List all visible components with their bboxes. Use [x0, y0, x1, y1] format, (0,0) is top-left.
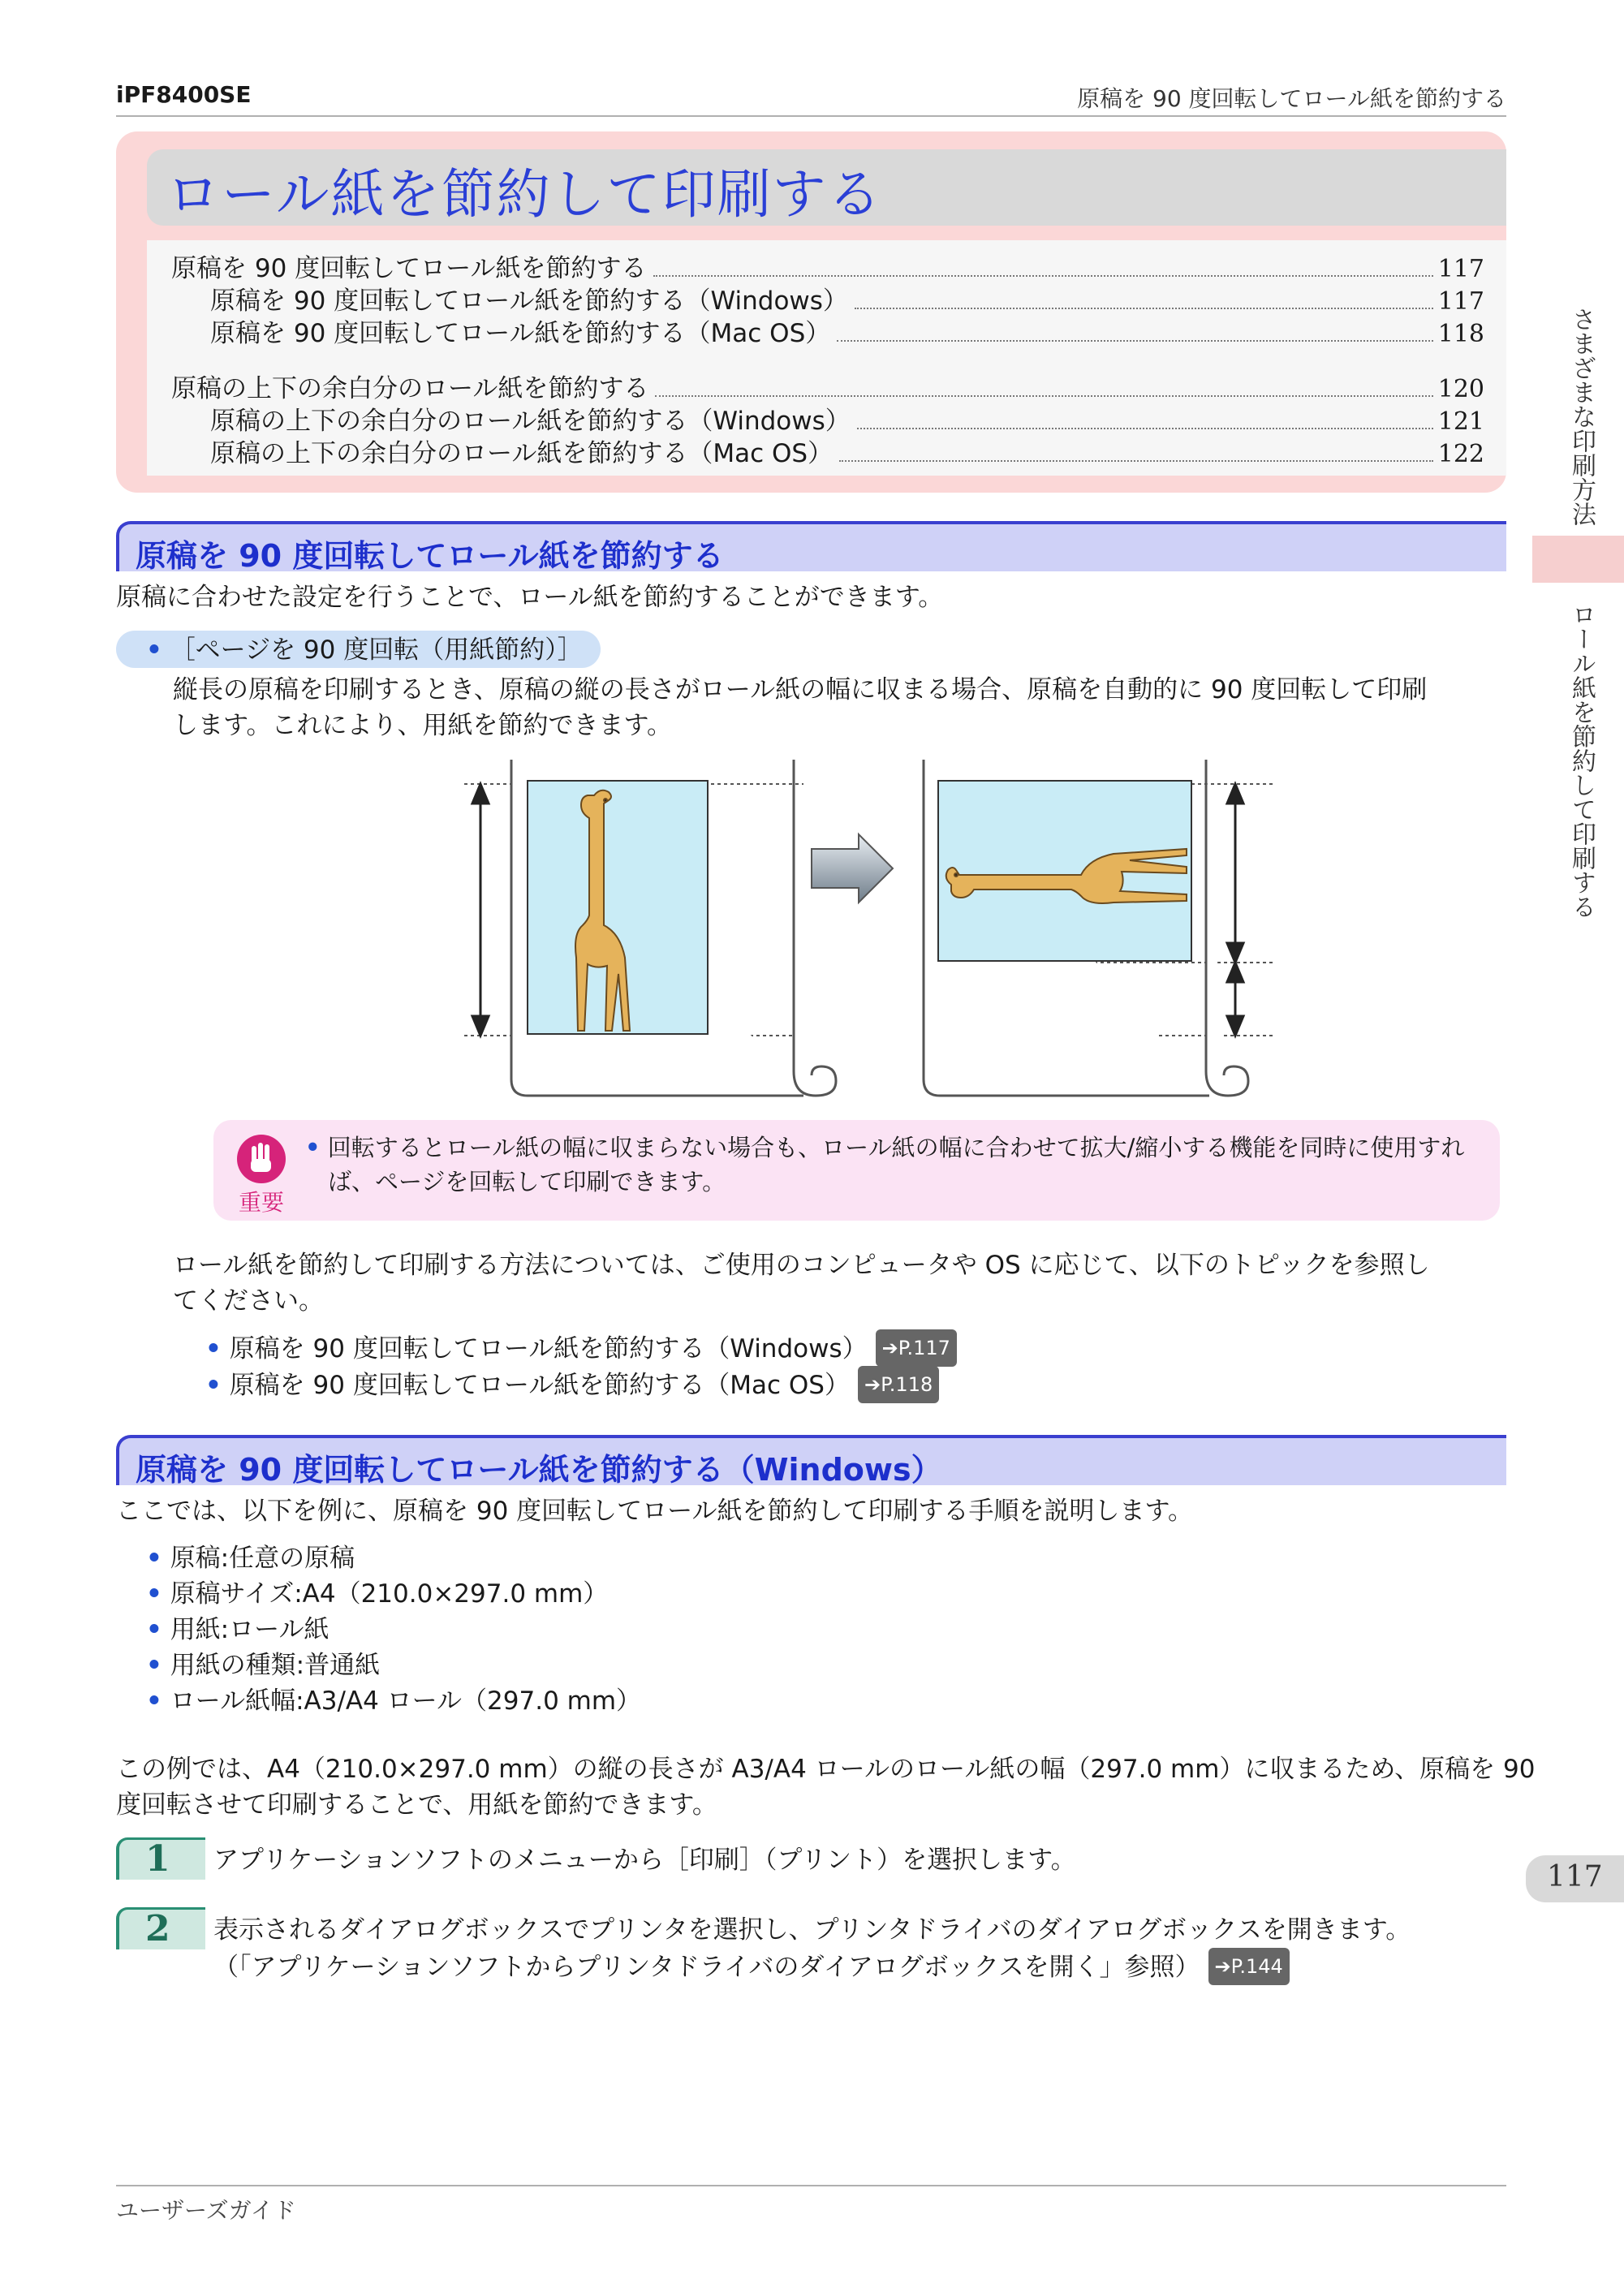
toc-entry[interactable]: [171, 248, 1484, 283]
step-2-text: 表示されるダイアログボックスでプリンタを選択し、プリンタドライバのダイアログボックスを開きます。: [213, 1915, 1411, 1945]
toc-entry-page: 120: [1437, 375, 1484, 403]
header-section-title: 原稿を 90 度回転してロール紙を節約する: [1077, 85, 1506, 112]
page-number-badge: [1526, 1855, 1624, 1902]
bullet-dot: •: [146, 635, 162, 665]
toc-entry-text: 原稿の上下の余白分のロール紙を節約する（Mac OS）: [210, 439, 834, 468]
toc-entry-page: 117: [1437, 255, 1484, 283]
topic-link-macos[interactable]: [205, 1366, 939, 1403]
page-number: 117: [1547, 1860, 1603, 1893]
toc-entry-page: 118: [1437, 320, 1484, 348]
option-label: ［ページを 90 度回転（用紙節約）］: [170, 635, 583, 665]
toc-entry-text: 原稿を 90 度回転してロール紙を節約する（Mac OS）: [210, 319, 831, 348]
header-divider: [116, 115, 1506, 117]
toc-entry[interactable]: [171, 433, 1484, 468]
section-heading-windows: [116, 1435, 1506, 1488]
rotation-illustration: [454, 755, 1282, 1112]
condition-list: [146, 1540, 641, 1719]
reference-line1: ロール紙を節約して印刷する方法については、ご使用のコンピュータや OS に応じて、以下のトピックを参照し: [173, 1251, 1430, 1280]
toc-entry[interactable]: [171, 312, 1484, 348]
step-2-reference: （「アプリケーションソフトからプリンタドライバのダイアログボックスを開く」参照） ➔P.144: [213, 1948, 1290, 1985]
page-ref-link[interactable]: ➔P.118: [858, 1366, 939, 1403]
important-label: 重要: [239, 1189, 285, 1216]
bullet-dot: •: [205, 1334, 222, 1363]
side-tab-marker: [1532, 536, 1624, 583]
reference-line2: てください。: [173, 1286, 324, 1316]
list-item: • 用紙の種類:普通紙: [146, 1651, 381, 1680]
toc-entry[interactable]: [171, 400, 1484, 436]
toc-entry-text: 原稿の上下の余白分のロール紙を節約する（Windows）: [210, 407, 851, 436]
section-heading-rotate: [116, 521, 1506, 574]
side-tab-methods[interactable]: さまざまな印刷方法: [1567, 307, 1596, 526]
toc-list: [171, 248, 1484, 468]
step-number-2: 2: [116, 1907, 205, 1949]
section-heading-text: 原稿を 90 度回転してロール紙を節約する: [136, 538, 724, 574]
toc-entry[interactable]: [171, 280, 1484, 316]
width-arrows-right: [1227, 784, 1243, 1036]
page-ref-link[interactable]: ➔P.144: [1208, 1948, 1290, 1985]
important-line2: ば、ページを回転して印刷できます。: [328, 1168, 726, 1195]
list-item: • 原稿:任意の原稿: [146, 1544, 355, 1573]
example-line1: この例では、A4（210.0×297.0 mm）の縦の長さが A3/A4 ロールのロール紙の幅（297.0 mm）に収まるため、原稿を 90: [116, 1755, 1536, 1784]
important-line1: [305, 1130, 1464, 1165]
list-item: • ロール紙幅:A3/A4 ロール（297.0 mm）: [146, 1686, 642, 1716]
important-text: 回転するとロール紙の幅に収まらない場合も、ロール紙の幅に合わせて拡大/縮小する機能を同時に使用すれ: [327, 1134, 1465, 1161]
toc-entry-text: 原稿の上下の余白分のロール紙を節約する: [171, 374, 649, 403]
document-portrait: [528, 781, 708, 1034]
section-intro: 原稿に合わせた設定を行うことで、ロール紙を節約することができます。: [116, 583, 944, 612]
option-desc-line1: 縦長の原稿を印刷するとき、原稿の縦の長さがロール紙の幅に収まる場合、原稿を自動的に 90 度回転して印刷: [173, 675, 1428, 704]
option-desc-line2: します。これにより、用紙を節約できます。: [173, 711, 673, 740]
bullet-dot: •: [305, 1134, 321, 1161]
toc-entry-page: 117: [1437, 287, 1484, 316]
list-item: • 原稿サイズ:A4（210.0×297.0 mm）: [146, 1579, 609, 1609]
side-tab-current[interactable]: ロール紙を節約して印刷する: [1567, 602, 1596, 919]
bullet-dot: •: [205, 1371, 222, 1400]
example-line2: 度回転させて印刷することで、用紙を節約できます。: [116, 1790, 717, 1820]
option-bullet: [146, 632, 583, 668]
topic-link-windows[interactable]: [205, 1329, 957, 1367]
step-1-text: アプリケーションソフトのメニューから［印刷］（プリント）を選択します。: [213, 1846, 1076, 1875]
section2-intro: ここでは、以下を例に、原稿を 90 度回転してロール紙を節約して印刷する手順を説明します。: [116, 1497, 1194, 1526]
topic-link-text[interactable]: 原稿を 90 度回転してロール紙を節約する（Mac OS）: [229, 1371, 850, 1400]
height-arrow-left: [472, 784, 489, 1036]
toc-entry[interactable]: [171, 368, 1484, 403]
toc-entry-page: 122: [1437, 440, 1484, 468]
header-model: iPF8400SE: [116, 81, 252, 108]
toc-entry-text: 原稿を 90 度回転してロール紙を節約する: [171, 254, 647, 283]
toc-entry-text: 原稿を 90 度回転してロール紙を節約する（Windows）: [210, 286, 848, 316]
chapter-title: ロール紙を節約して印刷する: [166, 163, 883, 226]
footer-divider: [116, 2185, 1506, 2186]
footer-text: ユーザーズガイド: [116, 2197, 296, 2224]
step-number-1: 1: [116, 1837, 205, 1880]
stop-hand-icon: [237, 1135, 286, 1183]
topic-link-text[interactable]: 原稿を 90 度回転してロール紙を節約する（Windows）: [229, 1334, 868, 1363]
list-item: • 用紙:ロール紙: [146, 1615, 330, 1644]
toc-entry-page: 121: [1437, 407, 1484, 436]
page-ref-link[interactable]: ➔P.117: [876, 1329, 957, 1367]
section-heading-text: 原稿を 90 度回転してロール紙を節約する（Windows）: [136, 1452, 942, 1488]
arrow-right-icon: [812, 834, 893, 902]
